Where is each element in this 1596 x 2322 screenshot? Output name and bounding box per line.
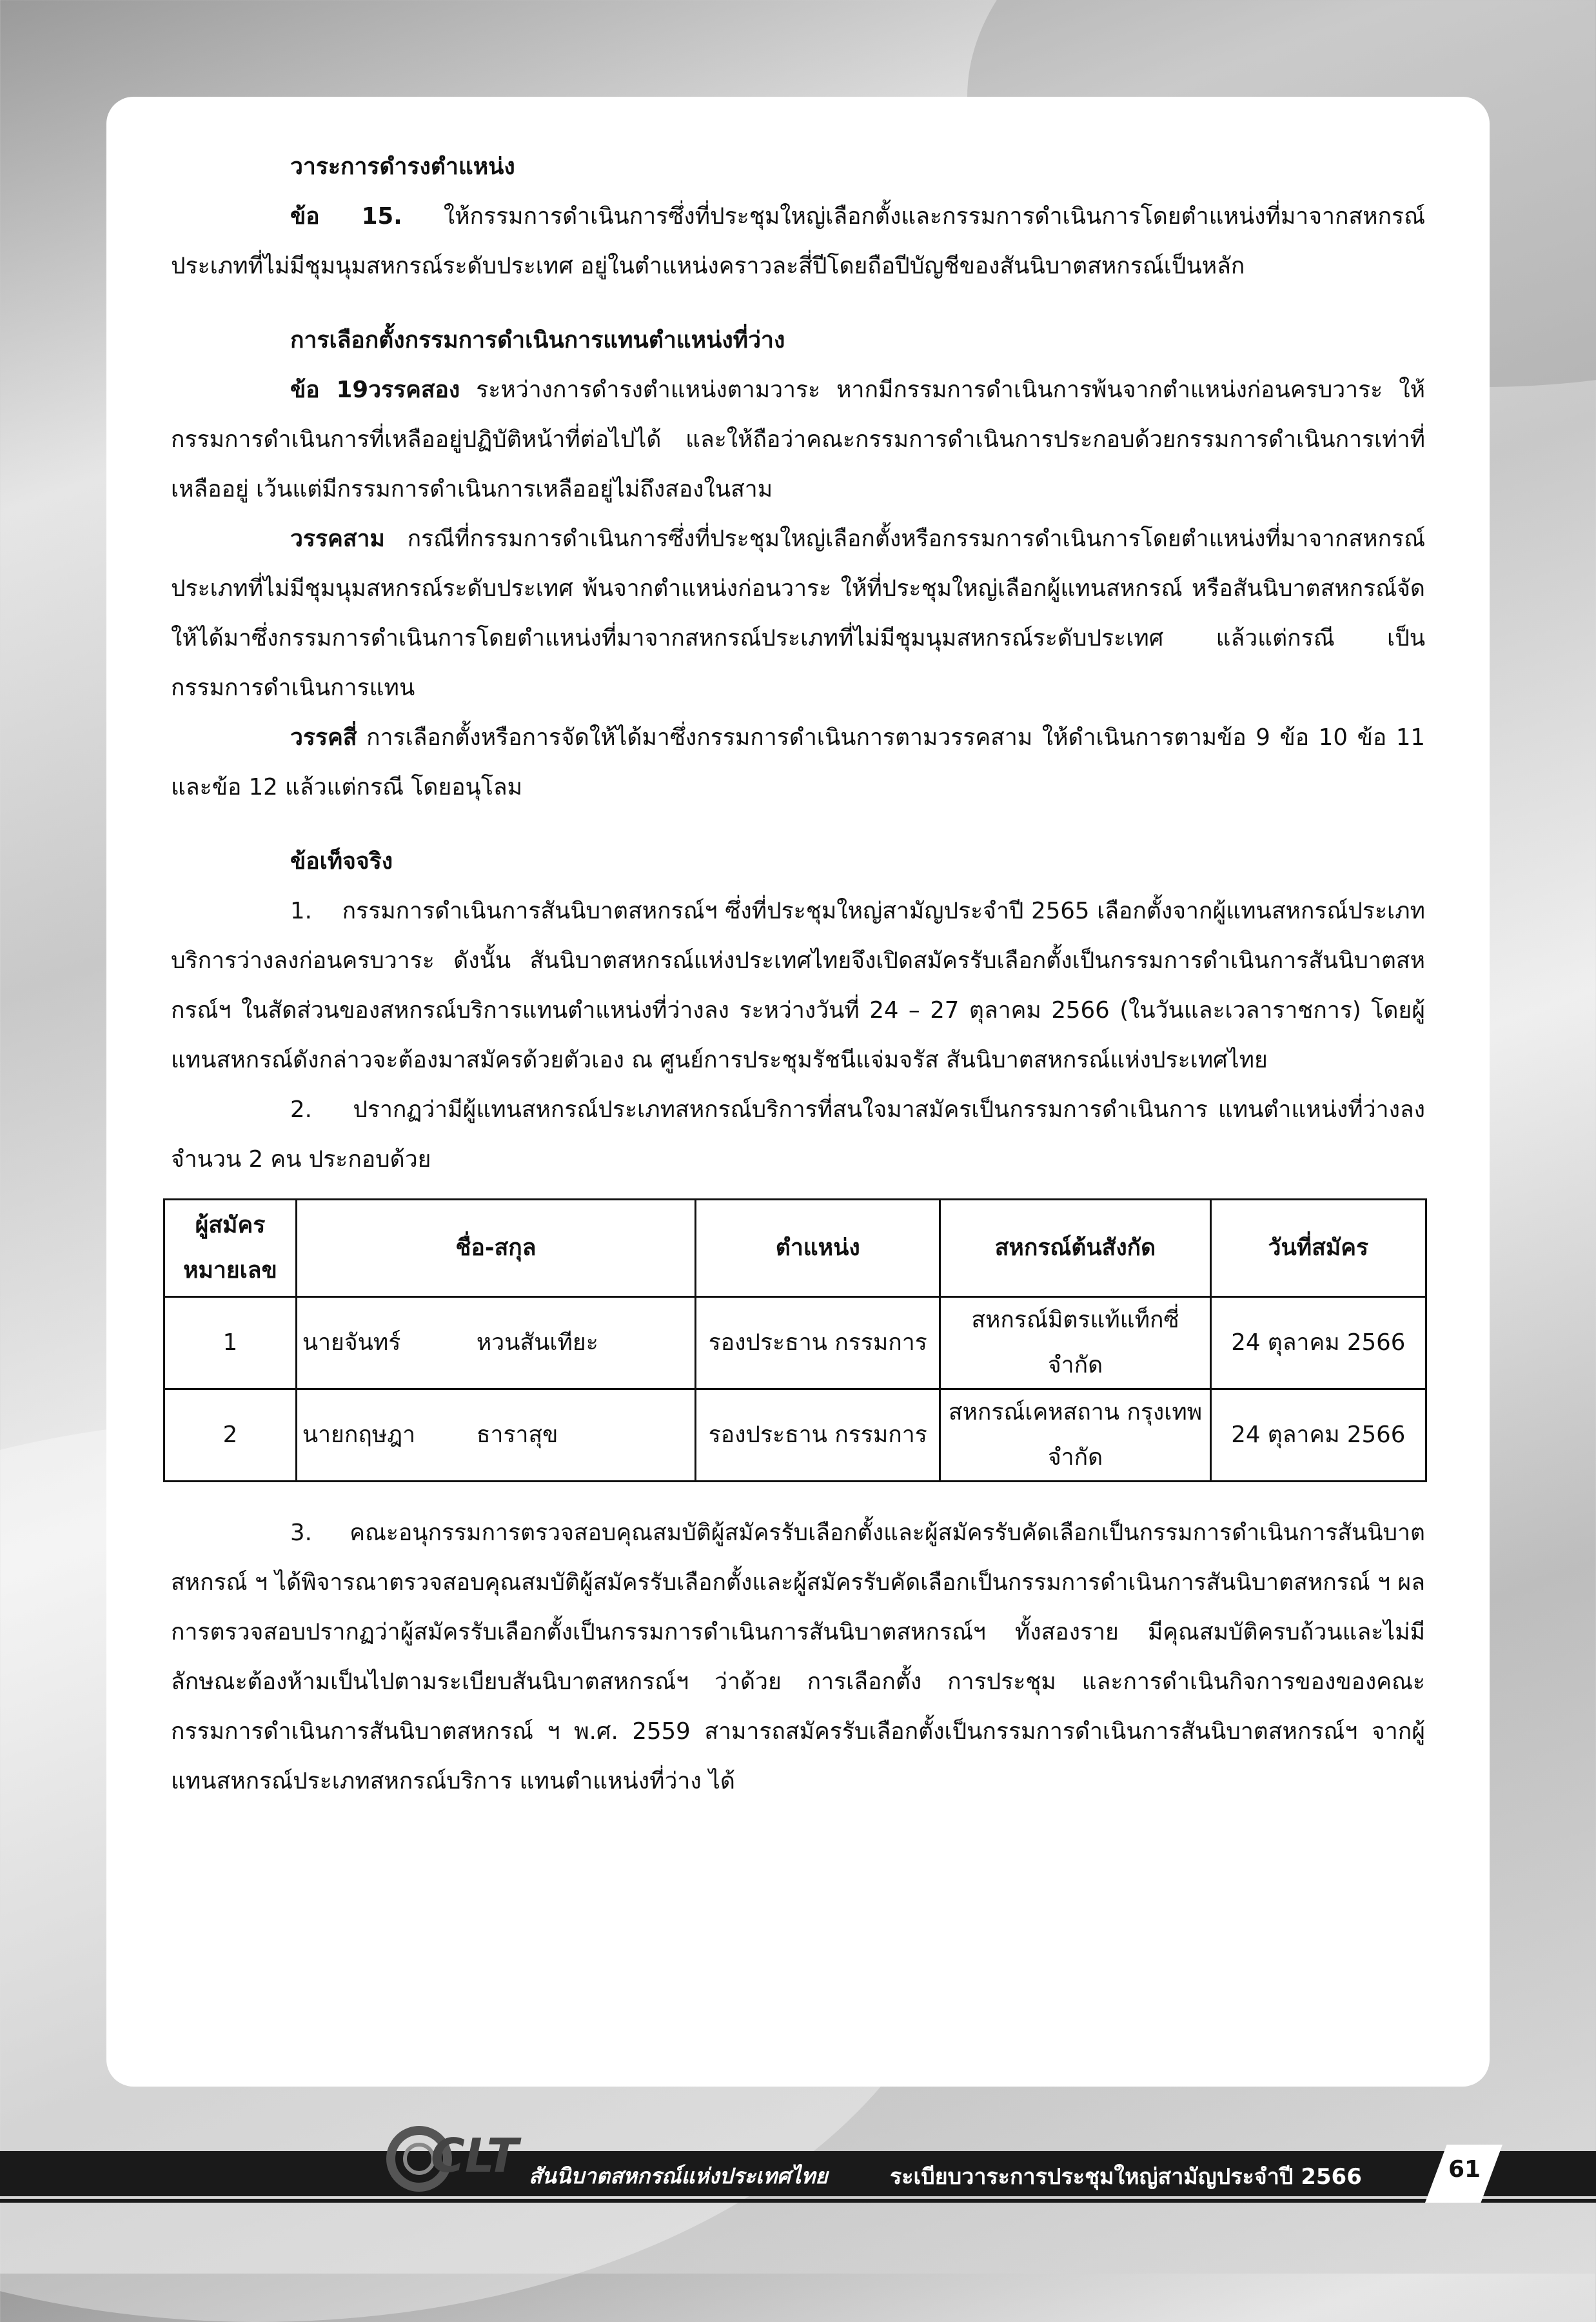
cell-name: [296, 1389, 695, 1482]
candidate-table: [163, 1198, 1427, 1482]
first-name: นายกฤษฎา: [302, 1422, 416, 1448]
document-title: ระเบียบวาระการประชุมใหญ่สามัญประจำปี 2566: [890, 2164, 1362, 2190]
clause-label: ข้อ 19วรรคสอง: [290, 377, 460, 403]
clause-label: ข้อ 15.: [290, 203, 402, 230]
first-name: นายจันทร์: [302, 1329, 401, 1356]
header-name: ชื่อ-สกุล: [296, 1200, 695, 1297]
last-name: หวนสันเทียะ: [476, 1329, 598, 1356]
cell-date: 24 ตุลาคม 2566: [1210, 1389, 1426, 1482]
cell-no: 2: [164, 1389, 297, 1482]
clause-19-para3: [171, 514, 1425, 713]
cell-name: [296, 1297, 695, 1389]
footer-rule: [0, 2199, 1596, 2203]
clause-label: วรรคสี่: [290, 724, 357, 751]
page-footer: [0, 2119, 1596, 2274]
page-card: [106, 97, 1490, 2087]
header-candidate-no: ผู้สมัคร หมายเลข: [164, 1200, 297, 1297]
clause-text: กรณีที่กรรมการดำเนินการซึ่งที่ประชุมใหญ่เลือกตั้งหรือกรรมการดำเนินการโดยตำแหน่งที่มาจากสหกรณ์ประเภทที่ไม่มีชุมนุมสหกรณ์ระดับประเทศ พ้นจากตำแหน่งก่อนวาระ ให้ที่ประชุมใหญ่เลือกผู้แทนสหกรณ์ หรือสันนิบาตสหกรณ์จัดให้ได้มาซึ่งกรรมการดำเนินการโดยตำแหน่งที่มาจากสหกรณ์ประเภทที่ไม่มีชุมนุมสหกรณ์ระดับประเทศ แล้วแต่กรณี เป็นกรรมการดำเนินการแทน: [171, 526, 1425, 701]
section-heading-election: การเลือกตั้งกรรมการดำเนินการแทนตำแหน่งที่ว่าง: [290, 327, 785, 353]
fact-item-1: 1. กรรมการดำเนินการสันนิบาตสหกรณ์ฯ ซึ่งที่ประชุมใหญ่สามัญประจำปี 2565 เลือกตั้งจากผู้แทนสหกรณ์ประเภทบริการว่างลงก่อนครบวาระ ดังนั้น สันนิบาตสหกรณ์แห่งประเทศไทยจึงเปิดสมัครรับเลือกตั้งเป็นกรรมการดำเนินการสันนิบาตสหกรณ์ฯ ในสัดส่วนของสหกรณ์บริการแทนตำแหน่งที่ว่างลง ระหว่างวันที่ 24 – 27 ตุลาคม 2566 (ในวันและเวลาราชการ) โดยผู้แทนสหกรณ์ดังกล่าวจะต้องมาสมัครด้วยตัวเอง ณ ศูนย์การประชุมรัชนีแจ่มจรัส สันนิบาตสหกรณ์แห่งประเทศไทย: [171, 898, 1425, 1073]
table-row: [164, 1389, 1426, 1482]
last-name: ธาราสุข: [476, 1422, 558, 1448]
table-header-row: [164, 1200, 1426, 1297]
clause-text: ระหว่างการดำรงตำแหน่งตามวาระ หากมีกรรมการดำเนินการพ้นจากตำแหน่งก่อนครบวาระ ให้กรรมการดำเนินการที่เหลืออยู่ปฏิบัติหน้าที่ต่อไปได้ และให้ถือว่าคณะกรรมการดำเนินการประกอบด้วยกรรมการดำเนินการเท่าที่เหลืออยู่ เว้นแต่มีกรรมการดำเนินการเหลืออยู่ไม่ถึงสองในสาม: [171, 377, 1425, 502]
cell-position: รองประธาน กรรมการ: [696, 1389, 940, 1482]
header-coop: สหกรณ์ต้นสังกัด: [940, 1200, 1210, 1297]
clause-15: [171, 192, 1425, 291]
cell-coop: สหกรณ์มิตรแท้แท็กซี่ จำกัด: [940, 1297, 1210, 1389]
header-date: วันที่สมัคร: [1210, 1200, 1426, 1297]
page-number: 61: [1448, 2156, 1481, 2183]
fact-item-3: 3. คณะอนุกรรมการตรวจสอบคุณสมบัติผู้สมัครรับเลือกตั้งและผู้สมัครรับคัดเลือกเป็นกรรมการดำเนินการสันนิบาตสหกรณ์ ฯ ได้พิจารณาตรวจสอบคุณสมบัติผู้สมัครรับเลือกตั้งและผู้สมัครรับคัดเลือกเป็นกรรมการดำเนินการสันนิบาตสหกรณ์ ฯ ผลการตรวจสอบปรากฏว่าผู้สมัครรับเลือกตั้งเป็นกรรมการดำเนินการสันนิบาตสหกรณ์ฯ ทั้งสองราย มีคุณสมบัติครบถ้วนและไม่มีลักษณะต้องห้ามเป็นไปตามระเบียบสันนิบาตสหกรณ์ฯ ว่าด้วย การเลือกตั้ง การประชุม และการดำเนินกิจการของของคณะกรรมการดำเนินการสันนิบาตสหกรณ์ ฯ พ.ศ. 2559 สามารถสมัครรับเลือกตั้งเป็นกรรมการดำเนินการสันนิบาตสหกรณ์ฯ จากผู้แทนสหกรณ์ประเภทสหกรณ์บริการ แทนตำแหน่งที่ว่าง ได้: [171, 1520, 1425, 1794]
cell-date: 24 ตุลาคม 2566: [1210, 1297, 1426, 1389]
table-row: [164, 1297, 1426, 1389]
clause-label: วรรคสาม: [290, 526, 385, 552]
header-position: ตำแหน่ง: [696, 1200, 940, 1297]
cell-no: 1: [164, 1297, 297, 1389]
document-body: [171, 142, 1425, 1806]
logo-text: CLT: [431, 2128, 518, 2183]
section-heading-facts: ข้อเท็จจริง: [290, 848, 393, 875]
clause-text: การเลือกตั้งหรือการจัดให้ได้มาซึ่งกรรมการดำเนินการตามวรรคสาม ให้ดำเนินการตามข้อ 9 ข้อ 10 ข้อ 11 และข้อ 12 แล้วแต่กรณี โดยอนุโลม: [171, 724, 1425, 800]
clause-19-para4: [171, 713, 1425, 812]
cell-coop: สหกรณ์เคหสถาน กรุงเทพ จำกัด: [940, 1389, 1210, 1482]
organization-name: สันนิบาตสหกรณ์แห่งประเทศไทย: [529, 2163, 828, 2188]
clause-text: ให้กรรมการดำเนินการซึ่งที่ประชุมใหญ่เลือกตั้งและกรรมการดำเนินการโดยตำแหน่งที่มาจากสหกรณ์ประเภทที่ไม่มีชุมนุมสหกรณ์ระดับประเทศ อยู่ในตำแหน่งคราวละสี่ปีโดยถือปีบัญชีของสันนิบาตสหกรณ์เป็นหลัก: [171, 203, 1425, 279]
section-heading-term: วาระการดำรงตำแหน่ง: [290, 154, 515, 180]
clause-19-para2: [171, 365, 1425, 514]
fact-item-2: 2. ปรากฏว่ามีผู้แทนสหกรณ์ประเภทสหกรณ์บริการที่สนใจมาสมัครเป็นกรรมการดำเนินการ แทนตำแหน่งที่ว่างลง จำนวน 2 คน ประกอบด้วย: [171, 1096, 1425, 1173]
cell-position: รองประธาน กรรมการ: [696, 1297, 940, 1389]
